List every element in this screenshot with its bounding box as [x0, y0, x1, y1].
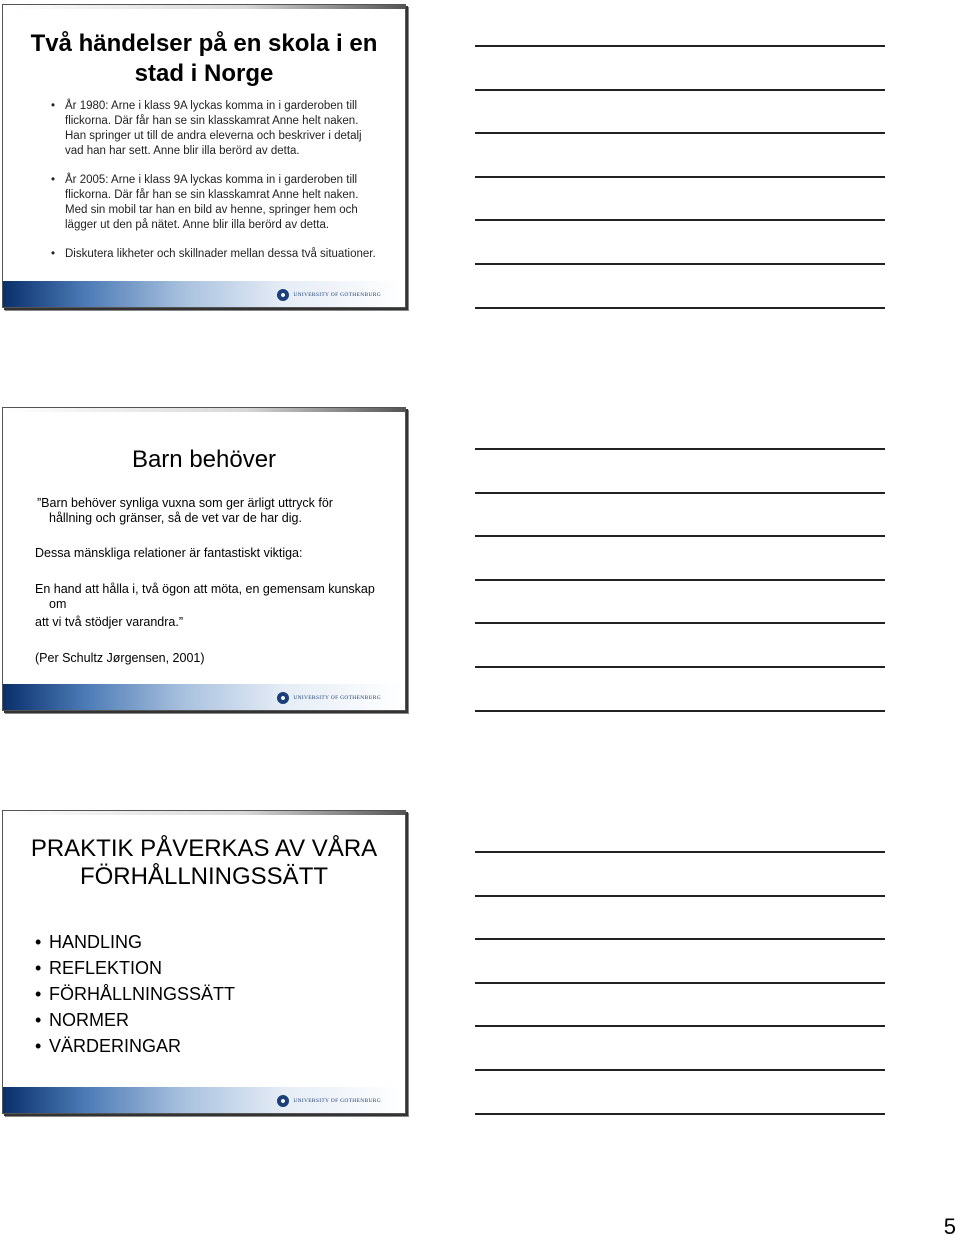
logo-text: UNIVERSITY OF GOTHENBURG — [293, 695, 381, 701]
list-item: • FÖRHÅLLNINGSSÄTT — [33, 981, 235, 1007]
bullet-list — [33, 929, 235, 1059]
note-line — [475, 307, 885, 309]
paragraph: En hand att hålla i, två ögon att möta, en gemensam kunskap om — [35, 582, 375, 611]
note-line — [475, 851, 885, 853]
note-line — [475, 1113, 885, 1115]
note-line — [475, 666, 885, 668]
logo-text: UNIVERSITY OF GOTHENBURG — [293, 1098, 381, 1104]
note-line — [475, 710, 885, 712]
note-line — [475, 579, 885, 581]
page-number: 5 — [943, 1214, 956, 1239]
note-line — [475, 132, 885, 134]
slide-title: Barn behöver — [131, 446, 277, 473]
bullet-list — [49, 99, 379, 276]
note-line — [475, 1069, 885, 1071]
note-line — [475, 535, 885, 537]
slide-footer — [3, 684, 405, 710]
slide-title: PRAKTIK PÅVERKAS AV VÅRA FÖRHÅLLNINGSSÄTT — [30, 835, 378, 890]
slide-top-bar — [3, 5, 405, 9]
paragraph: att vi två stödjer varandra.” — [35, 615, 183, 629]
list-item: • VÄRDERINGAR — [33, 1033, 235, 1059]
slide-1 — [2, 4, 406, 308]
note-line — [475, 45, 885, 47]
list-item: • År 1980: Arne i klass 9A lyckas komma in i garderoben till flickorna. Där får han se sin klasskamrat Anne helt naken. Han springer ut till de andra eleverna och beskriver i detalj vad han har sett. Anne blir illa berörd av detta. — [49, 99, 379, 159]
slide-3 — [2, 810, 406, 1114]
quote-paragraph — [35, 496, 375, 526]
note-line — [475, 982, 885, 984]
list-item: • REFLEKTION — [33, 955, 235, 981]
note-line — [475, 263, 885, 265]
logo-text: UNIVERSITY OF GOTHENBURG — [293, 292, 381, 298]
slide-title: Två händelser på en skola i en stad i Norge — [30, 30, 378, 87]
slide-footer — [3, 1087, 405, 1113]
slide-top-bar — [3, 811, 405, 815]
slide-top-bar — [3, 408, 405, 412]
note-line — [475, 492, 885, 494]
note-line — [475, 895, 885, 897]
list-item: • Diskutera likheter och skillnader mellan dessa två situationer. — [49, 247, 379, 262]
paragraph: Dessa mänskliga relationer är fantastiskt viktiga: — [35, 546, 303, 560]
note-line — [475, 219, 885, 221]
note-line — [475, 622, 885, 624]
paragraph: ”Barn behöver synliga vuxna som ger ärligt uttryck för hållning och gränser, så de vet var de har dig. — [37, 496, 333, 525]
note-line — [475, 176, 885, 178]
university-logo — [277, 692, 381, 704]
list-item: • HANDLING — [33, 929, 235, 955]
university-logo — [277, 289, 381, 301]
seal-icon — [277, 692, 289, 704]
note-line — [475, 1025, 885, 1027]
note-line — [475, 448, 885, 450]
list-item: • NORMER — [33, 1007, 235, 1033]
seal-icon — [277, 1095, 289, 1107]
note-line — [475, 89, 885, 91]
slide-footer — [3, 281, 405, 307]
citation: (Per Schultz Jørgensen, 2001) — [35, 651, 205, 665]
list-item: • År 2005: Arne i klass 9A lyckas komma in i garderoben till flickorna. Där får han se sin klasskamrat Anne helt naken. Med sin mobil tar han en bild av henne, springer hem och lägger ut den på nätet. Anne blir illa berörd av detta. — [49, 173, 379, 233]
seal-icon — [277, 289, 289, 301]
university-logo — [277, 1095, 381, 1107]
note-line — [475, 938, 885, 940]
slide-2 — [2, 407, 406, 711]
